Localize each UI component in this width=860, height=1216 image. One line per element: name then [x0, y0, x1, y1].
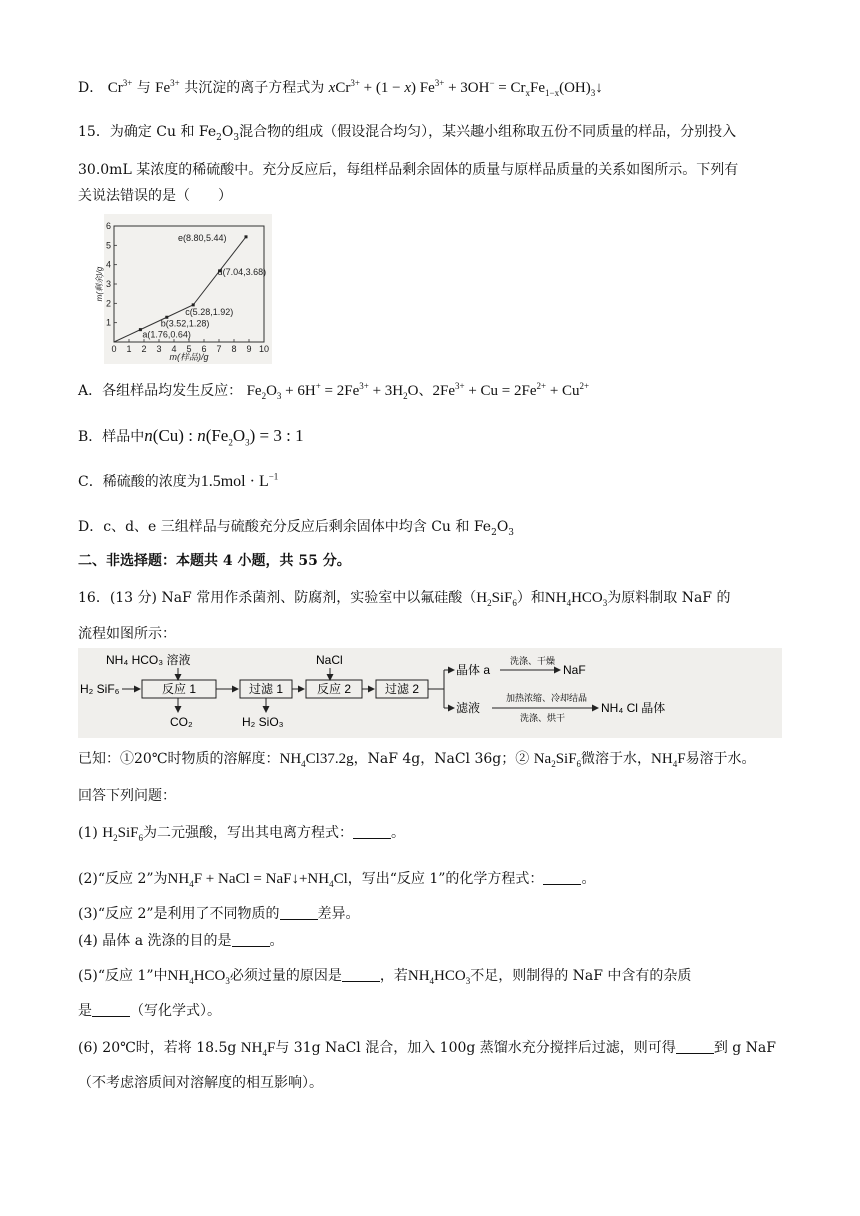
q16-part5-line1: (5)“反应 1”中$NH_4HCO_3$必须过量的原因是 ，若$NH_4HCO_3$不足，则制得的 NaF 中含有的杂质 [78, 968, 692, 986]
data-label-c: c(5.28,1.92) [185, 306, 234, 317]
flow-box-filter1-label: 过滤 1 [248, 682, 284, 696]
x-tick-label: 1 [126, 344, 132, 354]
q16-part2: (2)“反应 2”为$NH_4F$ + NaCl = $NaF↓+NH_4Cl$，写出“反应 1”的化学方程式： 。 [78, 871, 596, 889]
data-label-b: b(3.52,1.28) [160, 318, 210, 329]
q16-known: 已知：①20℃时物质的溶解度：$NH_4Cl37.2g$，NaF 4g，NaCl 36g；② $Na_2SiF_6$微溶于水，$NH_4F$易溶于水。 [78, 751, 756, 769]
q16-part3: (3)“反应 2”是利用了不同物质的 差异。 [78, 906, 360, 922]
x-tick-label: 5 [186, 344, 192, 354]
section2-title: 二、非选择题：本题共 4 小题，共 55 分。 [78, 553, 351, 569]
y-tick-label: 3 [105, 279, 111, 289]
flow-branch-top-step: 洗涤、干燥 [510, 656, 556, 666]
q14-option-d: D． $Cr^{3+}$ 与 $Fe^{3+}$ 共沉淀的离子方程式为 xCr$^{3+}$ + (1 − x) $Fe^{3+} + 3OH^-$ = $Cr_xFe_{1-x}(OH)_3↓$ [78, 78, 603, 98]
y-tick-label: 6 [105, 221, 111, 231]
y-tick-label: 1 [105, 317, 111, 328]
q16-part5-line2: 是 （写化学式）。 [78, 1003, 221, 1019]
data-point-e [245, 235, 248, 238]
flow-branch-crystal-a: 晶体 a [456, 663, 491, 677]
flow-branch-bottom-step1: 加热浓缩、冷却结晶 [506, 693, 588, 703]
q15-option-a: A．各组样品均发生反应： $Fe_2O_3 + 6H^+ = 2Fe^{3+} + 3H_2O$、$2Fe^{3+} + Cu = 2Fe^{2+} + Cu^{2+}$ [78, 381, 590, 401]
q16-stem-line1: 16．(13 分) NaF 常用作杀菌剂、防腐剂，实验室中以氟硅酸$(H_2SiF_6)$和$NH_4HCO_3$为原料制取 NaF 的 [78, 590, 731, 608]
x-tick-label: 9 [246, 344, 252, 354]
q15-option-d: D．c、d、e 三组样品与硫酸充分反应后剩余固体中均含 Cu 和 $Fe_2O_3$ [78, 519, 515, 538]
q16-part5-blank2[interactable] [92, 1003, 130, 1017]
flow-output-nh4cl: NH₄ Cl 晶体 [601, 701, 666, 715]
x-tick-label: 2 [141, 344, 147, 354]
x-axis-label: m(样品)/g [169, 352, 209, 362]
q15-option-b: B．样品中n(Cu) : $n(Fe_2O_3) = 3$ : 1 [78, 426, 304, 448]
flow-output-co2: CO₂ [170, 715, 193, 729]
y-tick-label: 2 [105, 298, 111, 309]
y-tick-label: 5 [105, 240, 111, 251]
q16-part2-blank[interactable] [543, 871, 581, 885]
x-tick-label: 8 [231, 344, 237, 354]
flow-box-filter2-label: 过滤 2 [384, 682, 420, 696]
flow-output-naf: NaF [563, 663, 586, 677]
q16-answer-prompt: 回答下列问题： [78, 788, 176, 804]
flow-box-reaction2-label: 反应 2 [316, 682, 352, 696]
x-tick-label: 10 [258, 344, 270, 354]
q16-part4: (4) 晶体 a 洗涤的目的是 。 [78, 933, 284, 949]
q16-part6-line1: (6) 20℃时，若将 18.5g $NH_4F$与 31g NaCl 混合，加入 100g 蒸馏水充分搅拌后过滤，则可得 到 g NaF [78, 1040, 776, 1058]
q15-chart-svg [95, 214, 272, 364]
q15-option-c: C．稀硫酸的浓度为$1.5mol \cdot L^{-1}$ [78, 471, 279, 490]
q15-chart [95, 214, 272, 364]
x-tick-label: 3 [156, 344, 162, 354]
x-tick-label: 7 [216, 344, 222, 354]
q15-stem-line1: 15．为确定 Cu 和 $Fe_2O_3$混合物的组成（假设混合均匀），某兴趣小组称取五份不同质量的样品，分别投入 [78, 124, 737, 143]
data-label-e: e(8.80,5.44) [178, 232, 227, 243]
x-tick-label: 4 [171, 344, 177, 354]
q16-stem-line2: 流程如图所示： [78, 626, 176, 642]
y-tick-label: 4 [105, 259, 111, 270]
x-tick-label: 6 [201, 344, 207, 354]
y-axis-label: m(剩余)/g [95, 266, 104, 302]
q16-part3-blank[interactable] [280, 906, 318, 920]
q16-flow-diagram [78, 648, 782, 738]
flow-input-nacl: NaCl [316, 653, 343, 667]
q16-part4-blank[interactable] [232, 933, 270, 947]
flow-branch-bottom-step2: 洗涤、烘干 [520, 713, 566, 723]
q16-part1-blank[interactable] [353, 825, 391, 839]
data-label-d: d(7.04,3.68) [217, 266, 267, 277]
flow-output-h2sio3: H₂ SiO₃ [242, 715, 284, 729]
q14-d-equation: xCr$^{3+}$ + (1 − x) $Fe^{3+} + 3OH^-$ = $Cr_xFe_{1-x}(OH)_3↓$ [328, 78, 603, 98]
q16-part5-blank1[interactable] [342, 968, 380, 982]
flow-input-nh4hco3: NH₄ HCO₃ 溶液 [106, 653, 191, 667]
q15-stem-line2: 30.0mL 某浓度的稀硫酸中。充分反应后，每组样品剩余固体的质量与原样品质量的关系如图所示。下列有 [78, 162, 739, 178]
q16-part6-line2: （不考虑溶质间对溶解度的相互影响）。 [78, 1075, 323, 1091]
x-tick-label: 0 [111, 344, 117, 354]
flow-input-h2sif6: H₂ SiF₆ [80, 682, 120, 696]
q16-flow-svg [78, 648, 782, 738]
q15-stem-line3: 关说法错误的是（ ） [78, 188, 232, 204]
flow-branch-filtrate: 滤液 [456, 701, 481, 715]
flow-box-reaction1-label: 反应 1 [161, 682, 197, 696]
q16-part1: (1) $H_2SiF_6$为二元强酸，写出其电离方程式： 。 [78, 825, 405, 843]
q16-part6-blank[interactable] [676, 1040, 714, 1054]
data-label-a: a(1.76,0.64) [142, 329, 191, 340]
